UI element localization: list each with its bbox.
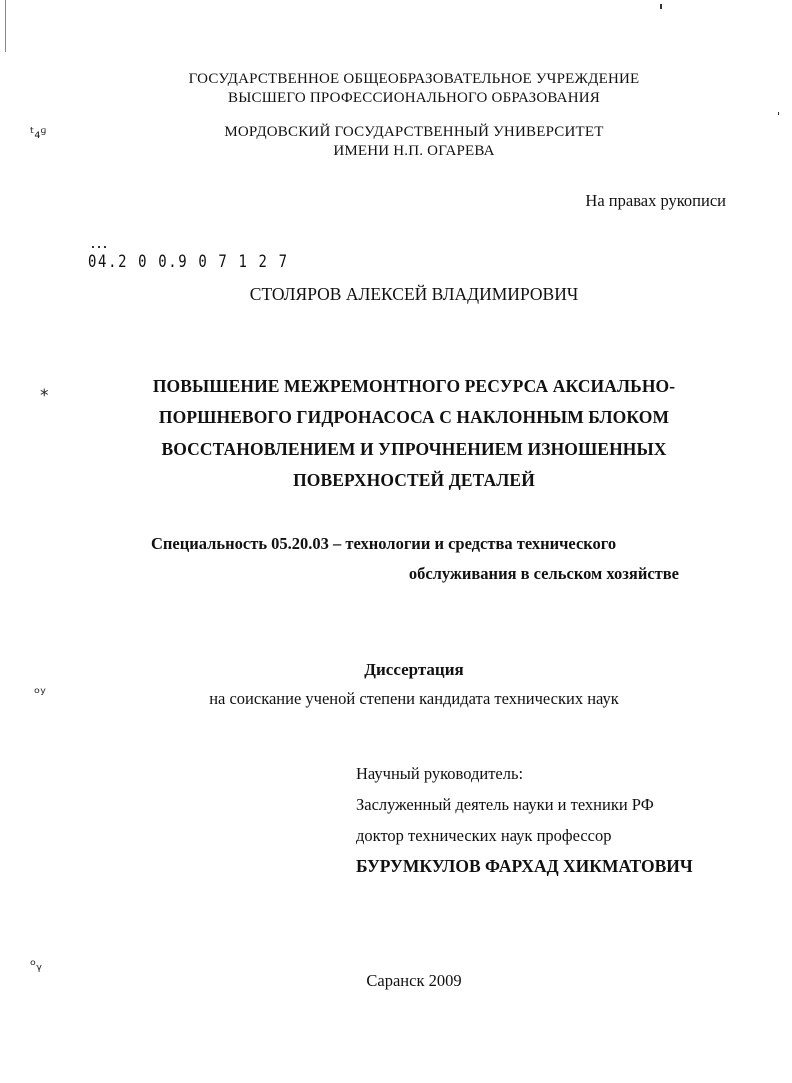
title-line-2: ПОРШНЕВОГО ГИДРОНАСОСА С НАКЛОННЫМ БЛОКОМ	[158, 407, 670, 427]
margin-mark: ᵗ₄ᶢ	[30, 124, 47, 142]
work-purpose: на соискание ученой степени кандидата технических наук	[209, 689, 619, 708]
supervisor-title-1: Заслуженный деятель науки и техники РФ	[356, 795, 654, 814]
org-line-2: ВЫСШЕГО ПРОФЕССИОНАЛЬНОГО ОБРАЗОВАНИЯ	[228, 90, 600, 106]
title-line-3: ВОССТАНОВЛЕНИЕМ И УПРОЧНЕНИЕМ ИЗНОШЕННЫХ	[161, 439, 667, 459]
org-line-1: ГОСУДАРСТВЕННОЕ ОБЩЕОБРАЗОВАТЕЛЬНОЕ УЧРЕЖДЕНИЕ	[188, 71, 640, 87]
supervisor-label: Научный руководитель:	[356, 764, 524, 783]
registration-stamp	[88, 252, 333, 272]
work-type: Диссертация	[364, 660, 464, 679]
supervisor-name: БУРУМКУЛОВ ФАРХАД ХИКМАТОВИЧ	[356, 856, 693, 876]
scan-speck	[778, 112, 779, 115]
author-name: СТОЛЯРОВ АЛЕКСЕЙ ВЛАДИМИРОВИЧ	[249, 284, 579, 304]
supervisor-title-2: доктор технических наук профессор	[356, 826, 612, 845]
stamp-number: 04.2 0 0.9 0 7 1 2 7	[88, 252, 289, 272]
margin-mark: ᵒʸ	[34, 684, 46, 702]
scan-speck	[660, 4, 662, 9]
university-line-1: МОРДОВСКИЙ ГОСУДАРСТВЕННЫЙ УНИВЕРСИТЕТ	[224, 124, 604, 140]
stamp-dots	[92, 246, 94, 248]
title-line-1: ПОВЫШЕНИЕ МЕЖРЕМОНТНОГО РЕСУРСА АКСИАЛЬНО-	[152, 376, 676, 396]
city-year: Саранск 2009	[366, 971, 462, 990]
margin-mark: ᵒᵧ	[30, 956, 42, 974]
title-line-4: ПОВЕРХНОСТЕЙ ДЕТАЛЕЙ	[293, 470, 535, 490]
margin-mark: *	[40, 386, 49, 406]
university-line-2: ИМЕНИ Н.П. ОГАРЕВА	[333, 143, 495, 159]
specialty-line-1: Специальность 05.20.03 – технологии и средства технического	[151, 534, 617, 553]
rights-note: На правах рукописи	[585, 191, 726, 210]
scan-edge-line	[5, 0, 6, 52]
specialty-line-2: обслуживания в сельском хозяйстве	[408, 564, 679, 583]
stamp-dots	[104, 246, 106, 248]
stamp-dots	[98, 246, 100, 248]
